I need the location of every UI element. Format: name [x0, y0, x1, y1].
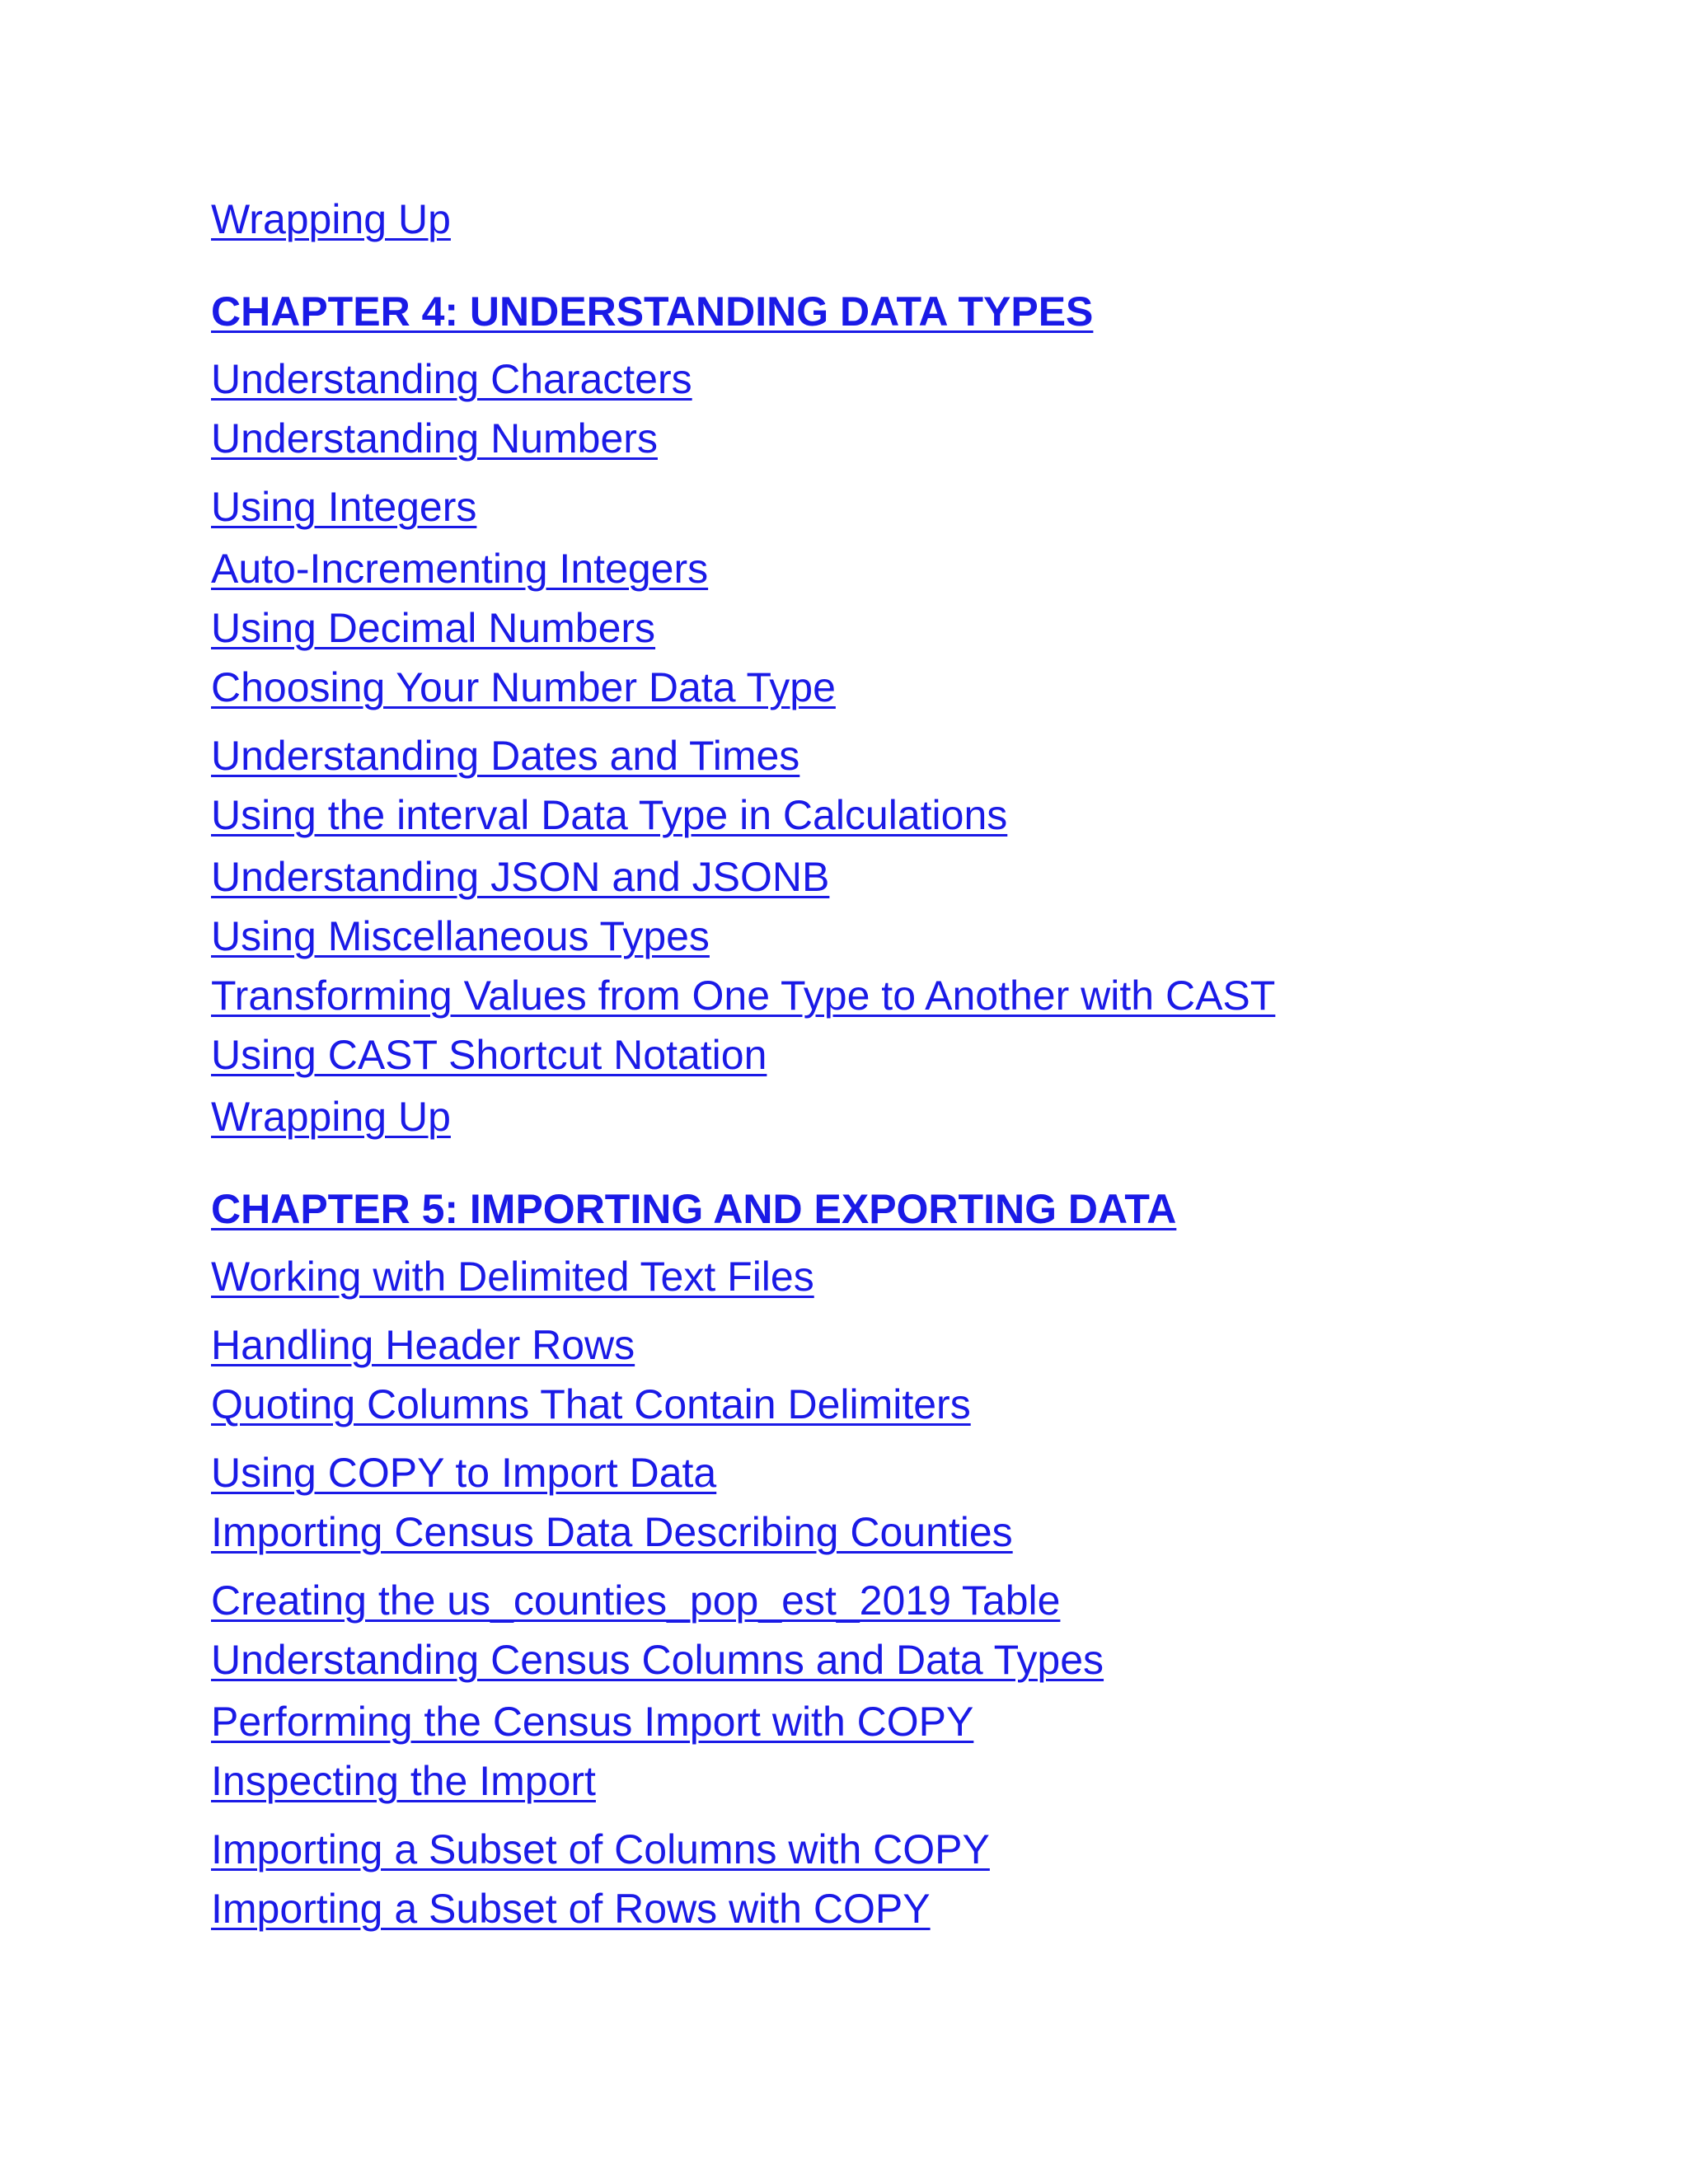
toc-link-census-columns-types[interactable]: Understanding Census Columns and Data Types — [211, 1637, 1104, 1683]
toc-link-auto-incrementing-integers[interactable]: Auto-Incrementing Integers — [211, 546, 709, 592]
toc-link-choosing-number-data-type[interactable]: Choosing Your Number Data Type — [211, 664, 836, 710]
toc-link-understanding-numbers[interactable]: Understanding Numbers — [211, 415, 658, 462]
toc-link-wrapping-up-ch4[interactable]: Wrapping Up — [211, 1094, 451, 1140]
toc-link-wrapping-up-ch3[interactable]: Wrapping Up — [211, 196, 451, 242]
toc-link-using-copy-import[interactable]: Using COPY to Import Data — [211, 1450, 717, 1496]
toc-link-transforming-values-cast[interactable]: Transforming Values from One Type to Another with CAST — [211, 972, 1276, 1019]
toc-link-understanding-dates-times[interactable]: Understanding Dates and Times — [211, 733, 800, 779]
toc-link-importing-census-data[interactable]: Importing Census Data Describing Counties — [211, 1509, 1013, 1555]
toc-link-cast-shortcut-notation[interactable]: Using CAST Shortcut Notation — [211, 1032, 767, 1078]
toc-link-quoting-columns[interactable]: Quoting Columns That Contain Delimiters — [211, 1381, 971, 1427]
toc-link-subset-rows-copy[interactable]: Importing a Subset of Rows with COPY — [211, 1886, 931, 1932]
toc-chapter-4-link[interactable]: CHAPTER 4: UNDERSTANDING DATA TYPES — [211, 288, 1094, 335]
toc-link-using-integers[interactable]: Using Integers — [211, 484, 477, 530]
toc-link-inspecting-import[interactable]: Inspecting the Import — [211, 1758, 596, 1804]
toc-link-creating-counties-table[interactable]: Creating the us_counties_pop_est_2019 Table — [211, 1577, 1061, 1624]
toc-link-understanding-characters[interactable]: Understanding Characters — [211, 356, 692, 402]
toc-link-subset-columns-copy[interactable]: Importing a Subset of Columns with COPY — [211, 1826, 990, 1872]
toc-link-understanding-json[interactable]: Understanding JSON and JSONB — [211, 854, 830, 900]
toc-link-handling-header-rows[interactable]: Handling Header Rows — [211, 1322, 635, 1368]
toc-chapter-5-link[interactable]: CHAPTER 5: IMPORTING AND EXPORTING DATA — [211, 1186, 1177, 1232]
toc-link-delimited-text-files[interactable]: Working with Delimited Text Files — [211, 1254, 814, 1300]
toc-link-census-import-copy[interactable]: Performing the Census Import with COPY — [211, 1699, 974, 1745]
toc-link-using-decimal-numbers[interactable]: Using Decimal Numbers — [211, 605, 656, 651]
toc-link-miscellaneous-types[interactable]: Using Miscellaneous Types — [211, 913, 710, 959]
toc-link-interval-data-type[interactable]: Using the interval Data Type in Calculations — [211, 792, 1008, 838]
